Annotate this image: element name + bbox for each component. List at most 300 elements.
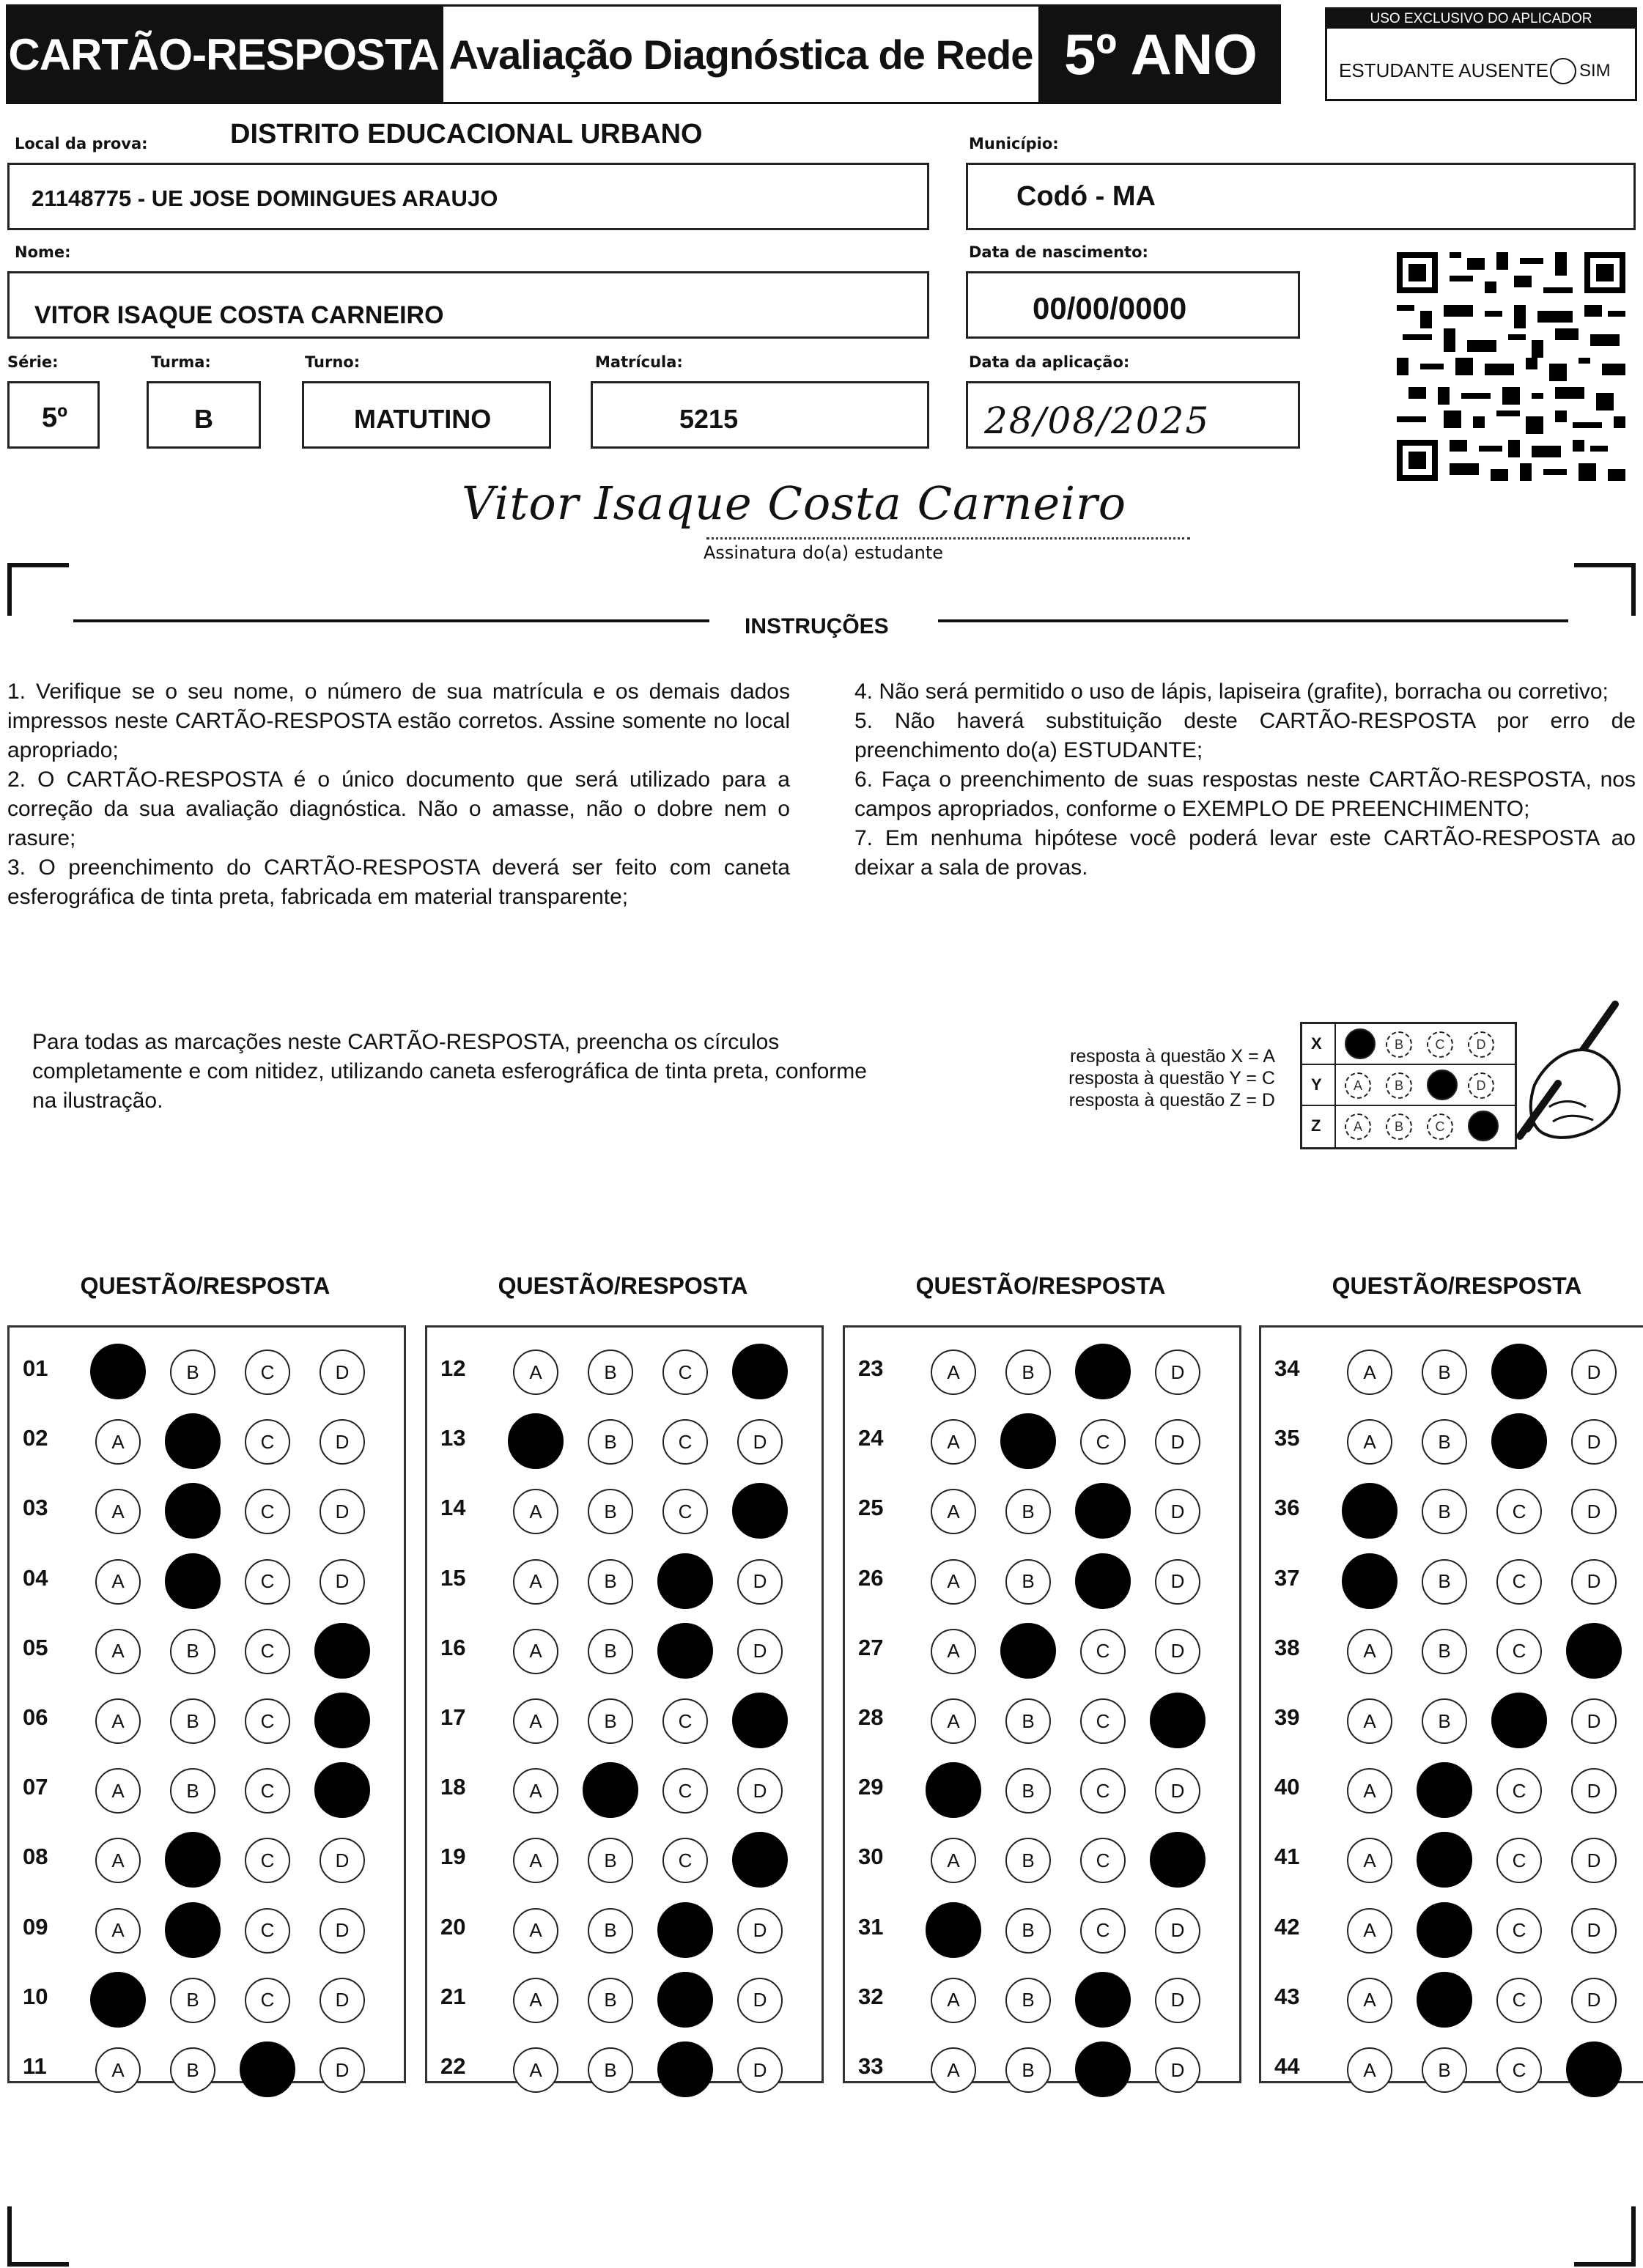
answer-bubble-a[interactable]: A — [513, 1978, 558, 2023]
answer-bubble-a[interactable]: A — [95, 1559, 141, 1605]
answer-bubble-c[interactable]: C — [1496, 1629, 1542, 1674]
answer-row — [427, 1416, 822, 1460]
answer-bubble-c[interactable] — [1491, 1693, 1547, 1748]
answer-bubble-a[interactable]: A — [513, 2047, 558, 2093]
qr-code-icon — [1397, 252, 1625, 481]
example-row-separator — [1334, 1065, 1336, 1106]
answer-bubble-b[interactable]: B — [1005, 1559, 1051, 1605]
answer-row — [427, 2044, 822, 2088]
answer-bubble-d[interactable]: D — [1571, 1419, 1617, 1465]
answer-bubble-a[interactable]: A — [1347, 1698, 1392, 1744]
answer-bubble-b[interactable]: B — [588, 1489, 633, 1534]
question-number: 26 — [858, 1564, 884, 1591]
answer-bubble-c[interactable]: C — [1496, 2047, 1542, 2093]
card-title: CARTÃO-RESPOSTA — [6, 4, 441, 104]
example-bubble — [1427, 1069, 1458, 1100]
answer-bubble-d[interactable]: D — [1571, 1908, 1617, 1954]
answer-bubble-b[interactable] — [1417, 1972, 1472, 2028]
answer-bubble-d[interactable]: D — [737, 2047, 783, 2093]
answer-bubble-a[interactable]: A — [931, 1978, 976, 2023]
answer-bubble-b[interactable]: B — [588, 2047, 633, 2093]
turma-box — [147, 381, 261, 449]
answer-row — [845, 1347, 1239, 1391]
answer-bubble-d[interactable] — [732, 1344, 788, 1399]
grade-title: 5º ANO — [1041, 4, 1281, 104]
answer-bubble-d[interactable] — [314, 1623, 370, 1679]
matricula-label: Matrícula: — [595, 353, 683, 371]
answer-bubble-b[interactable]: B — [170, 1978, 215, 2023]
answer-bubble-b[interactable]: B — [1422, 1489, 1467, 1534]
answer-bubble-d[interactable]: D — [1571, 1350, 1617, 1395]
answer-bubble-b[interactable]: B — [170, 1768, 215, 1814]
example-row-separator — [1334, 1024, 1336, 1065]
answer-bubble-b[interactable] — [165, 1832, 221, 1888]
answer-row — [1261, 1486, 1643, 1530]
answer-bubble-c[interactable]: C — [1496, 1908, 1542, 1954]
answer-bubble-b[interactable]: B — [588, 1978, 633, 2023]
answer-bubble-d[interactable] — [1566, 1623, 1622, 1679]
answer-bubble-d[interactable]: D — [737, 1978, 783, 2023]
answer-bubble-b[interactable]: B — [170, 2047, 215, 2093]
answer-bubble-d[interactable]: D — [320, 1489, 365, 1534]
answer-bubble-c[interactable]: C — [1080, 1768, 1126, 1814]
answer-row — [1261, 1626, 1643, 1670]
answer-bubble-a[interactable]: A — [931, 1350, 976, 1395]
answer-bubble-a[interactable] — [1342, 1483, 1398, 1539]
answer-row — [845, 1905, 1239, 1949]
example-row — [1302, 1106, 1515, 1147]
answer-bubble-b[interactable] — [165, 1483, 221, 1539]
answer-bubble-d[interactable]: D — [320, 1908, 365, 1954]
hand-pen-icon — [1491, 997, 1630, 1151]
sim-label: SIM — [1579, 61, 1611, 81]
answer-bubble-c[interactable] — [1075, 2041, 1131, 2097]
answer-bubble-c[interactable]: C — [662, 1419, 708, 1465]
answer-bubble-b[interactable]: B — [170, 1350, 215, 1395]
question-number: 16 — [440, 1634, 466, 1660]
answer-bubble-b[interactable]: B — [588, 1698, 633, 1744]
answer-row — [10, 1347, 404, 1391]
answer-bubble-d[interactable]: D — [1155, 1350, 1200, 1395]
answer-bubble-d[interactable]: D — [1155, 1489, 1200, 1534]
answer-bubble-d[interactable]: D — [737, 1768, 783, 1814]
answer-bubble-a[interactable]: A — [513, 1629, 558, 1674]
answer-bubble-a[interactable]: A — [1347, 2047, 1392, 2093]
example-legend-z: resposta à questão Z = D — [1068, 1090, 1275, 1111]
answer-bubble-d[interactable]: D — [1571, 1559, 1617, 1605]
answer-bubble-a[interactable]: A — [513, 1350, 558, 1395]
answer-bubble-b[interactable]: B — [588, 1419, 633, 1465]
question-number: 03 — [23, 1495, 48, 1521]
example-row-label: Z — [1311, 1116, 1321, 1135]
answer-row — [845, 1975, 1239, 2019]
frame-corner-bottom-left — [7, 2206, 69, 2267]
answer-bubble-c[interactable]: C — [662, 1489, 708, 1534]
answer-bubble-b[interactable]: B — [1005, 1838, 1051, 1883]
answer-bubble-b[interactable]: B — [1005, 1350, 1051, 1395]
answer-row — [10, 1765, 404, 1809]
answer-bubble-c[interactable] — [1075, 1972, 1131, 2028]
answer-bubble-c[interactable]: C — [1496, 1768, 1542, 1814]
answer-bubble-a[interactable] — [90, 1972, 146, 2028]
answer-bubble-c[interactable] — [657, 1553, 713, 1609]
answer-bubble-a[interactable]: A — [95, 1768, 141, 1814]
nome-label: Nome: — [15, 243, 71, 261]
answer-bubble-c[interactable]: C — [662, 1768, 708, 1814]
answer-bubble-d[interactable]: D — [1571, 1489, 1617, 1534]
frame-corner-top-left — [7, 563, 69, 616]
answer-bubble-b[interactable]: B — [588, 1838, 633, 1883]
answer-bubble-a[interactable]: A — [1347, 1350, 1392, 1395]
answer-bubble-d[interactable] — [732, 1832, 788, 1888]
answer-bubble-a[interactable]: A — [513, 1768, 558, 1814]
answer-row — [845, 1835, 1239, 1879]
question-number: 01 — [23, 1355, 48, 1381]
answer-bubble-d[interactable] — [314, 1762, 370, 1818]
municipio-label: Município: — [969, 135, 1059, 152]
answer-bubble-a[interactable]: A — [931, 1559, 976, 1605]
question-number: 39 — [1274, 1704, 1300, 1730]
answer-row — [427, 1556, 822, 1600]
answer-bubble-b[interactable] — [1417, 1832, 1472, 1888]
question-number: 29 — [858, 1774, 884, 1800]
applicator-box — [1325, 7, 1637, 101]
aplicacao-value: 28/08/2025 — [984, 400, 1211, 442]
answer-row — [10, 1486, 404, 1530]
answer-bubble-d[interactable]: D — [737, 1629, 783, 1674]
answer-row — [10, 2044, 404, 2088]
answer-bubble-a[interactable]: A — [95, 2047, 141, 2093]
question-number: 36 — [1274, 1495, 1300, 1521]
question-number: 04 — [23, 1564, 48, 1591]
exam-title: Avaliação Diagnóstica de Rede — [441, 4, 1041, 104]
answer-bubble-d[interactable]: D — [1155, 1768, 1200, 1814]
question-number: 24 — [858, 1425, 884, 1451]
answer-row — [10, 1626, 404, 1670]
answer-row — [1261, 1416, 1643, 1460]
aplicacao-label: Data da aplicação: — [969, 353, 1130, 371]
answer-bubble-a[interactable] — [1342, 1553, 1398, 1609]
answer-bubble-d[interactable]: D — [1571, 1698, 1617, 1744]
question-number: 22 — [440, 2053, 466, 2079]
answer-bubble-d[interactable] — [732, 1693, 788, 1748]
answer-bubble-a[interactable]: A — [513, 1559, 558, 1605]
answer-row — [10, 1416, 404, 1460]
answer-bubble-c[interactable] — [1075, 1553, 1131, 1609]
signature-label: Assinatura do(a) estudante — [704, 542, 944, 563]
answer-bubble-c[interactable]: C — [245, 1559, 290, 1605]
answer-bubble-a[interactable] — [926, 1762, 981, 1818]
nascimento-label: Data de nascimento: — [969, 243, 1148, 261]
answer-bubble-b[interactable]: B — [170, 1629, 215, 1674]
signature-line — [706, 537, 1190, 540]
answer-bubble-c[interactable] — [1075, 1344, 1131, 1399]
answer-bubble-d[interactable]: D — [320, 2047, 365, 2093]
answer-bubble-a[interactable]: A — [931, 1489, 976, 1534]
answer-bubble-c[interactable]: C — [662, 1350, 708, 1395]
answer-bubble-b[interactable]: B — [1422, 1698, 1467, 1744]
answer-bubble-a[interactable] — [508, 1413, 564, 1469]
turno-box — [302, 381, 551, 449]
question-number: 42 — [1274, 1913, 1300, 1940]
example-row-label: Y — [1311, 1075, 1322, 1094]
answer-bubble-c[interactable] — [1075, 1483, 1131, 1539]
answer-bubble-b[interactable] — [1000, 1623, 1056, 1679]
turno-value: MATUTINO — [354, 404, 492, 434]
question-number: 12 — [440, 1355, 466, 1381]
answer-column-header: QUESTÃO/RESPOSTA — [498, 1273, 748, 1299]
answer-bubble-c[interactable]: C — [662, 1698, 708, 1744]
answer-bubble-b[interactable]: B — [588, 1350, 633, 1395]
answer-bubble-d[interactable]: D — [320, 1350, 365, 1395]
aplicacao-box — [966, 381, 1300, 449]
example-bubble: C — [1427, 1031, 1453, 1058]
example-bubble: D — [1468, 1072, 1494, 1099]
turno-label: Turno: — [305, 353, 361, 371]
answer-bubble-b[interactable] — [165, 1902, 221, 1958]
answer-row — [1261, 1556, 1643, 1600]
answer-bubble-c[interactable]: C — [662, 1838, 708, 1883]
answer-bubble-a[interactable] — [90, 1344, 146, 1399]
answer-bubble-b[interactable]: B — [1005, 1698, 1051, 1744]
answer-bubble-d[interactable]: D — [1571, 1978, 1617, 2023]
answer-bubble-d[interactable]: D — [320, 1838, 365, 1883]
answer-bubble-d[interactable]: D — [1155, 1629, 1200, 1674]
question-number: 05 — [23, 1634, 48, 1660]
answer-bubble-a[interactable]: A — [95, 1908, 141, 1954]
answer-bubble-c[interactable]: C — [1496, 1978, 1542, 2023]
question-number: 08 — [23, 1844, 48, 1870]
example-bubble: D — [1468, 1031, 1494, 1058]
answer-bubble-d[interactable] — [314, 1693, 370, 1748]
answer-row — [10, 1905, 404, 1949]
answer-row — [1261, 1835, 1643, 1879]
answer-bubble-a[interactable]: A — [95, 1838, 141, 1883]
example-legend — [1038, 1045, 1275, 1111]
answer-bubble-c[interactable]: C — [1080, 1419, 1126, 1465]
answer-bubble-a[interactable]: A — [95, 1419, 141, 1465]
answer-bubble-b[interactable] — [1417, 1902, 1472, 1958]
answer-row — [10, 1835, 404, 1879]
answer-bubble-c[interactable]: C — [1080, 1629, 1126, 1674]
answer-bubble-c[interactable]: C — [245, 1838, 290, 1883]
answer-bubble-d[interactable]: D — [320, 1559, 365, 1605]
answer-bubble-a[interactable]: A — [95, 1489, 141, 1534]
answer-bubble-d[interactable] — [732, 1483, 788, 1539]
answer-bubble-a[interactable]: A — [931, 1419, 976, 1465]
instruction-2: 2. O CARTÃO-RESPOSTA é o único documento que será utilizado para a correção da sua avaliação diagnóstica. Não o amasse, não o dobre nem o rasure; — [7, 767, 790, 850]
answer-bubble-a[interactable]: A — [1347, 1908, 1392, 1954]
answer-bubble-a[interactable]: A — [931, 1698, 976, 1744]
answer-bubble-b[interactable]: B — [1005, 1978, 1051, 2023]
answer-bubble-c[interactable]: C — [1080, 1698, 1126, 1744]
question-number: 28 — [858, 1704, 884, 1730]
answer-bubble-a[interactable]: A — [931, 1838, 976, 1883]
question-number: 06 — [23, 1704, 48, 1730]
question-number: 18 — [440, 1774, 466, 1800]
answer-bubble-d[interactable]: D — [1155, 1559, 1200, 1605]
answer-bubble-d[interactable]: D — [320, 1419, 365, 1465]
example-row-label: X — [1311, 1034, 1322, 1053]
answer-bubble-b[interactable]: B — [588, 1908, 633, 1954]
question-number: 37 — [1274, 1564, 1300, 1591]
answer-bubble-b[interactable]: B — [1005, 2047, 1051, 2093]
question-number: 33 — [858, 2053, 884, 2079]
question-number: 38 — [1274, 1634, 1300, 1660]
example-legend-x: resposta à questão X = A — [1069, 1046, 1275, 1067]
answer-bubble-c[interactable]: C — [1080, 1908, 1126, 1954]
answer-bubble-b[interactable]: B — [588, 1559, 633, 1605]
answer-bubble-b[interactable]: B — [588, 1629, 633, 1674]
answer-bubble-b[interactable] — [165, 1553, 221, 1609]
answer-panel — [843, 1325, 1241, 2083]
answer-bubble-a[interactable]: A — [931, 1629, 976, 1674]
answer-bubble-d[interactable] — [1150, 1693, 1206, 1748]
instruction-6: 6. Faça o preenchimento de suas respostas neste CARTÃO-RESPOSTA, nos campos apropriados, conforme o EXEMPLO DE PREENCHIMENTO; — [854, 767, 1636, 821]
answer-bubble-b[interactable]: B — [1005, 1908, 1051, 1954]
answer-bubble-a[interactable]: A — [95, 1698, 141, 1744]
answer-bubble-d[interactable]: D — [737, 1559, 783, 1605]
answer-bubble-a[interactable]: A — [1347, 1838, 1392, 1883]
answer-bubble-b[interactable]: B — [1422, 1350, 1467, 1395]
answer-bubble-a[interactable]: A — [513, 1908, 558, 1954]
matricula-value: 5215 — [679, 404, 739, 434]
answer-bubble-c[interactable]: C — [245, 1629, 290, 1674]
answer-bubble-a[interactable]: A — [1347, 1419, 1392, 1465]
turma-value: B — [194, 404, 213, 434]
answer-bubble-c[interactable]: C — [245, 1908, 290, 1954]
question-number: 13 — [440, 1425, 466, 1451]
instruction-4: 4. Não será permitido o uso de lápis, lapiseira (grafite), borracha ou corretivo; — [854, 680, 1609, 704]
question-number: 25 — [858, 1495, 884, 1521]
answer-row — [845, 1626, 1239, 1670]
answer-bubble-d[interactable]: D — [1571, 1768, 1617, 1814]
answer-bubble-b[interactable]: B — [1005, 1489, 1051, 1534]
answer-column-header: QUESTÃO/RESPOSTA — [915, 1273, 1166, 1299]
question-number: 32 — [858, 1983, 884, 2009]
answer-bubble-c[interactable] — [657, 1902, 713, 1958]
answer-column-header: QUESTÃO/RESPOSTA — [1332, 1273, 1582, 1299]
instruction-1: 1. Verifique se o seu nome, o número de sua matrícula e os demais dados impressos neste CARTÃO-RESPOSTA estão corretos. Assine somente no local apropriado; — [7, 680, 790, 762]
answer-bubble-c[interactable]: C — [245, 1978, 290, 2023]
question-number: 17 — [440, 1704, 466, 1730]
answer-bubble-c[interactable] — [1491, 1344, 1547, 1399]
question-number: 43 — [1274, 1983, 1300, 2009]
answer-bubble-b[interactable]: B — [1422, 1629, 1467, 1674]
answer-bubble-c[interactable]: C — [245, 1698, 290, 1744]
example-bubble: B — [1386, 1031, 1412, 1058]
answer-bubble-b[interactable]: B — [1422, 1419, 1467, 1465]
answer-bubble-d[interactable]: D — [1571, 1838, 1617, 1883]
answer-bubble-a[interactable]: A — [513, 1489, 558, 1534]
answer-bubble-a[interactable]: A — [513, 1838, 558, 1883]
answer-bubble-c[interactable]: C — [245, 1419, 290, 1465]
answer-bubble-d[interactable]: D — [320, 1978, 365, 2023]
answer-row — [427, 1486, 822, 1530]
answer-bubble-a[interactable]: A — [95, 1629, 141, 1674]
answer-row — [1261, 1975, 1643, 2019]
answer-bubble-b[interactable]: B — [1422, 2047, 1467, 2093]
answer-row — [1261, 1765, 1643, 1809]
answer-bubble-c[interactable] — [657, 1623, 713, 1679]
answer-bubble-b[interactable] — [583, 1762, 638, 1818]
answer-bubble-c[interactable]: C — [1496, 1489, 1542, 1534]
answer-bubble-d[interactable] — [1566, 2041, 1622, 2097]
absent-checkbox[interactable] — [1550, 58, 1576, 84]
answer-bubble-c[interactable] — [657, 2041, 713, 2097]
answer-bubble-c[interactable]: C — [245, 1350, 290, 1395]
answer-bubble-d[interactable]: D — [1155, 1978, 1200, 2023]
answer-bubble-c[interactable]: C — [245, 1768, 290, 1814]
question-number: 15 — [440, 1564, 466, 1591]
instructions-left — [7, 677, 790, 912]
answer-bubble-d[interactable]: D — [1155, 1419, 1200, 1465]
answer-row — [427, 1696, 822, 1739]
answer-panel — [1259, 1325, 1643, 2083]
district: DISTRITO EDUCACIONAL URBANO — [230, 119, 703, 150]
answer-bubble-d[interactable]: D — [737, 1419, 783, 1465]
answer-bubble-d[interactable] — [1150, 1832, 1206, 1888]
answer-bubble-d[interactable]: D — [1155, 2047, 1200, 2093]
answer-bubble-b[interactable]: B — [170, 1698, 215, 1744]
question-number: 44 — [1274, 2053, 1300, 2079]
answer-bubble-c[interactable] — [1491, 1413, 1547, 1469]
answer-row — [427, 1975, 822, 2019]
answer-bubble-c[interactable] — [657, 1972, 713, 2028]
answer-bubble-c[interactable]: C — [1080, 1838, 1126, 1883]
serie-value: 5º — [42, 402, 68, 433]
answer-bubble-b[interactable] — [1000, 1413, 1056, 1469]
answer-bubble-a[interactable]: A — [931, 2047, 976, 2093]
example-row-separator — [1334, 1106, 1336, 1147]
absent-label: ESTUDANTE AUSENTE — [1339, 59, 1549, 81]
answer-bubble-a[interactable] — [926, 1902, 981, 1958]
answer-bubble-d[interactable]: D — [1155, 1908, 1200, 1954]
answer-bubble-c[interactable] — [240, 2041, 295, 2097]
local-label: Local da prova: — [15, 135, 148, 152]
answer-row — [845, 1416, 1239, 1460]
question-number: 14 — [440, 1495, 466, 1521]
school-box — [7, 163, 929, 230]
answer-bubble-a[interactable]: A — [1347, 1978, 1392, 2023]
question-number: 11 — [23, 2053, 47, 2079]
answer-bubble-c[interactable]: C — [245, 1489, 290, 1534]
question-number: 02 — [23, 1425, 48, 1451]
answer-panel — [425, 1325, 824, 2083]
answer-row — [845, 1765, 1239, 1809]
answer-bubble-b[interactable]: B — [1005, 1768, 1051, 1814]
example-bubble: A — [1345, 1072, 1371, 1099]
answer-bubble-c[interactable]: C — [1496, 1559, 1542, 1605]
answer-bubble-b[interactable]: B — [1422, 1559, 1467, 1605]
answer-bubble-b[interactable] — [1417, 1762, 1472, 1818]
answer-bubble-a[interactable]: A — [1347, 1768, 1392, 1814]
question-number: 40 — [1274, 1774, 1300, 1800]
instructions-title: INSTRUÇÕES — [745, 614, 889, 638]
answer-bubble-c[interactable]: C — [1496, 1838, 1542, 1883]
question-number: 10 — [23, 1983, 48, 2009]
answer-bubble-d[interactable]: D — [737, 1908, 783, 1954]
answer-row — [427, 1835, 822, 1879]
frame-corner-bottom-right — [1574, 2206, 1636, 2267]
answer-bubble-a[interactable]: A — [513, 1698, 558, 1744]
question-number: 21 — [440, 1983, 466, 2009]
answer-bubble-a[interactable]: A — [1347, 1629, 1392, 1674]
example-row — [1302, 1065, 1515, 1106]
answer-panel — [7, 1325, 406, 2083]
answer-bubble-b[interactable] — [165, 1413, 221, 1469]
answer-row — [10, 1696, 404, 1739]
